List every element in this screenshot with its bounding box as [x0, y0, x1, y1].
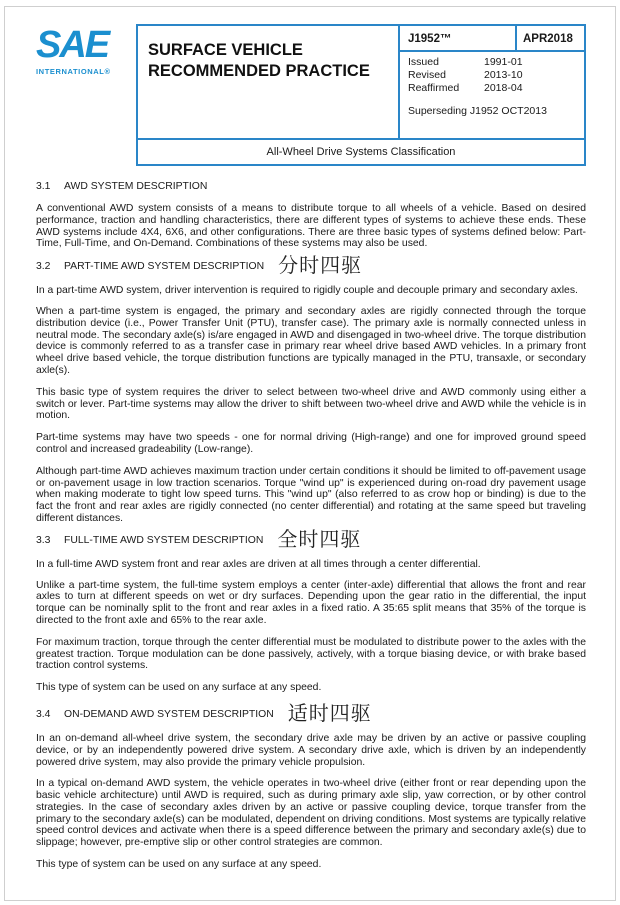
title-line-2: RECOMMENDED PRACTICE — [148, 62, 370, 80]
doc-type-title — [138, 26, 400, 138]
sae-logo — [36, 26, 118, 76]
paragraph: For maximum traction, torque through the center differential must be modulated to distribute power to the axles with the greatest traction. Torque modulation can be done passively, actively, with a torque biasing device, or with brake based traction control systems. — [36, 636, 586, 672]
paragraph: A conventional AWD system consists of a means to distribute torque to all wheels of a vehicle. Based on desired performance, traction and handling characteristics, there are different types of systems to achieve these ends. These AWD systems include 4X4, 6X6, and other configurations. There are three basic types of systems defined below: Part-Time, Full-Time, and On-Demand. Combinations of these systems may also be used. — [36, 203, 586, 250]
meta-row — [408, 82, 584, 95]
section-title: ON-DEMAND AWD SYSTEM DESCRIPTION — [64, 709, 274, 720]
paragraph: When a part-time system is engaged, the primary and secondary axles are rigidly connected through the torque distribution device (i.e., Power Transfer Unit (PTU), transfer case). The primary axle is normally connected unless in neutral mode. The secondary axle(s) is/are engaged in AWD and disengaged in two-wheel drive. The torque distribution device is commonly referred to as a transfer case in primary rear wheel drive based AWD vehicles. In a primary front wheel drive based vehicle, the torque distribution functions are typically managed in the PTU, transaxle, or secondary axle(s). — [36, 305, 586, 376]
chinese-annotation: 全时四驱 — [277, 528, 362, 551]
logo-mark: SAE — [36, 24, 109, 66]
section-heading-3-3 — [36, 529, 586, 553]
paragraph: Part-time systems may have two speeds - one for normal driving (High-range) and one for improved ground speed control and increased gradeability (Low-range). — [36, 432, 586, 455]
paragraph: This basic type of system requires the driver to select between two-wheel drive and AWD commonly using either a switch or lever. Part-time systems may allow the driver to shift between two-wheel drive and AWD while the vehicle is in motion. — [36, 386, 586, 422]
superseding-note: Superseding J1952 OCT2013 — [408, 105, 547, 117]
section-number: 3.4 — [36, 709, 51, 720]
meta-label: Issued — [408, 56, 439, 68]
title-line-1: SURFACE VEHICLE — [148, 41, 303, 59]
meta-value: 2013-10 — [484, 69, 523, 81]
doc-history — [400, 52, 584, 138]
chinese-annotation: 分时四驱 — [278, 255, 363, 278]
section-number: 3.1 — [36, 181, 51, 193]
document-body — [36, 180, 586, 871]
paragraph: In a full-time AWD system front and rear axles are driven at all times through a center differential. — [36, 558, 481, 570]
section-number: 3.2 — [36, 261, 51, 273]
meta-label: Revised — [408, 69, 446, 81]
meta-value: 2018-04 — [484, 82, 523, 94]
section-heading-3-4 — [36, 703, 586, 727]
paragraph: This type of system can be used on any surface at any speed. — [36, 859, 322, 871]
doc-subtitle: All-Wheel Drive Systems Classification — [138, 138, 584, 164]
logo-subtitle: INTERNATIONAL® — [36, 67, 111, 76]
paragraph: In a part-time AWD system, driver intervention is required to rigidly couple and decouple primary and secondary axles. — [36, 285, 578, 297]
paragraph: This type of system can be used on any surface at any speed. — [36, 682, 322, 694]
chinese-annotation: 适时四驱 — [287, 703, 372, 725]
section-heading-3-2 — [36, 255, 586, 279]
meta-label: Reaffirmed — [408, 82, 460, 94]
meta-row — [408, 69, 584, 82]
doc-date: APR2018 — [517, 26, 584, 52]
doc-number: J1952™ — [400, 26, 517, 52]
meta-row — [408, 56, 584, 69]
header-box — [136, 24, 586, 166]
section-heading-3-1 — [36, 180, 586, 194]
paragraph: In an on-demand all-wheel drive system, the secondary drive axle may be driven by an active or passive coupling device, or by an independently powered drive system. A secondary drive axle, which is driven by an independently powered drive system, may also provide the primary vehicle propulsion. — [36, 732, 586, 768]
meta-value: 1991-01 — [484, 56, 523, 68]
paragraph: In a typical on-demand AWD system, the vehicle operates in two-wheel drive (either front or rear depending upon the basic vehicle architecture) until AWD is required, such as during primary axle slip, yaw correction, or by other control strategies. In the case of secondary axles driven by an active or passive coupling device, torque transfer from the primary to the secondary axle(s) can be modulated, dependent on driving conditions. Most systems are typically relative speed control devices and activate when there is a speed difference between the primary and secondary axle(s) due to slippage; however, pre-emptive slip or other control strategies are common. — [36, 778, 586, 849]
section-number: 3.3 — [36, 534, 51, 546]
section-title: AWD SYSTEM DESCRIPTION — [64, 181, 208, 193]
section-title: PART-TIME AWD SYSTEM DESCRIPTION — [64, 261, 265, 273]
section-title: FULL-TIME AWD SYSTEM DESCRIPTION — [64, 534, 264, 546]
paragraph: Unlike a part-time system, the full-time system employs a center (inter-axle) differential that allows the front and rear axles to turn at different speeds on wet or dry surfaces. Depending upon the gear ratio in the differential, the input torque can be nominally split to the front and rear axles in a fixed ratio. A 35:65 split means that 35% of the torque is directed to the front axle and 65% to the rear axle. — [36, 579, 586, 626]
paragraph: Although part-time AWD achieves maximum traction under certain conditions it should be limited to off-pavement usage or on-pavement usage in low traction scenarios. Torque "wind up" is experienced during on-road dry pavement usage when making moderate to tight low speed turns. This "wind up" (also referred to as crow hop or binding) is due to the fact the front and rear axles are rigidly connected (no center differential) and rotating at the same speed but traveling different distances. — [36, 465, 586, 524]
